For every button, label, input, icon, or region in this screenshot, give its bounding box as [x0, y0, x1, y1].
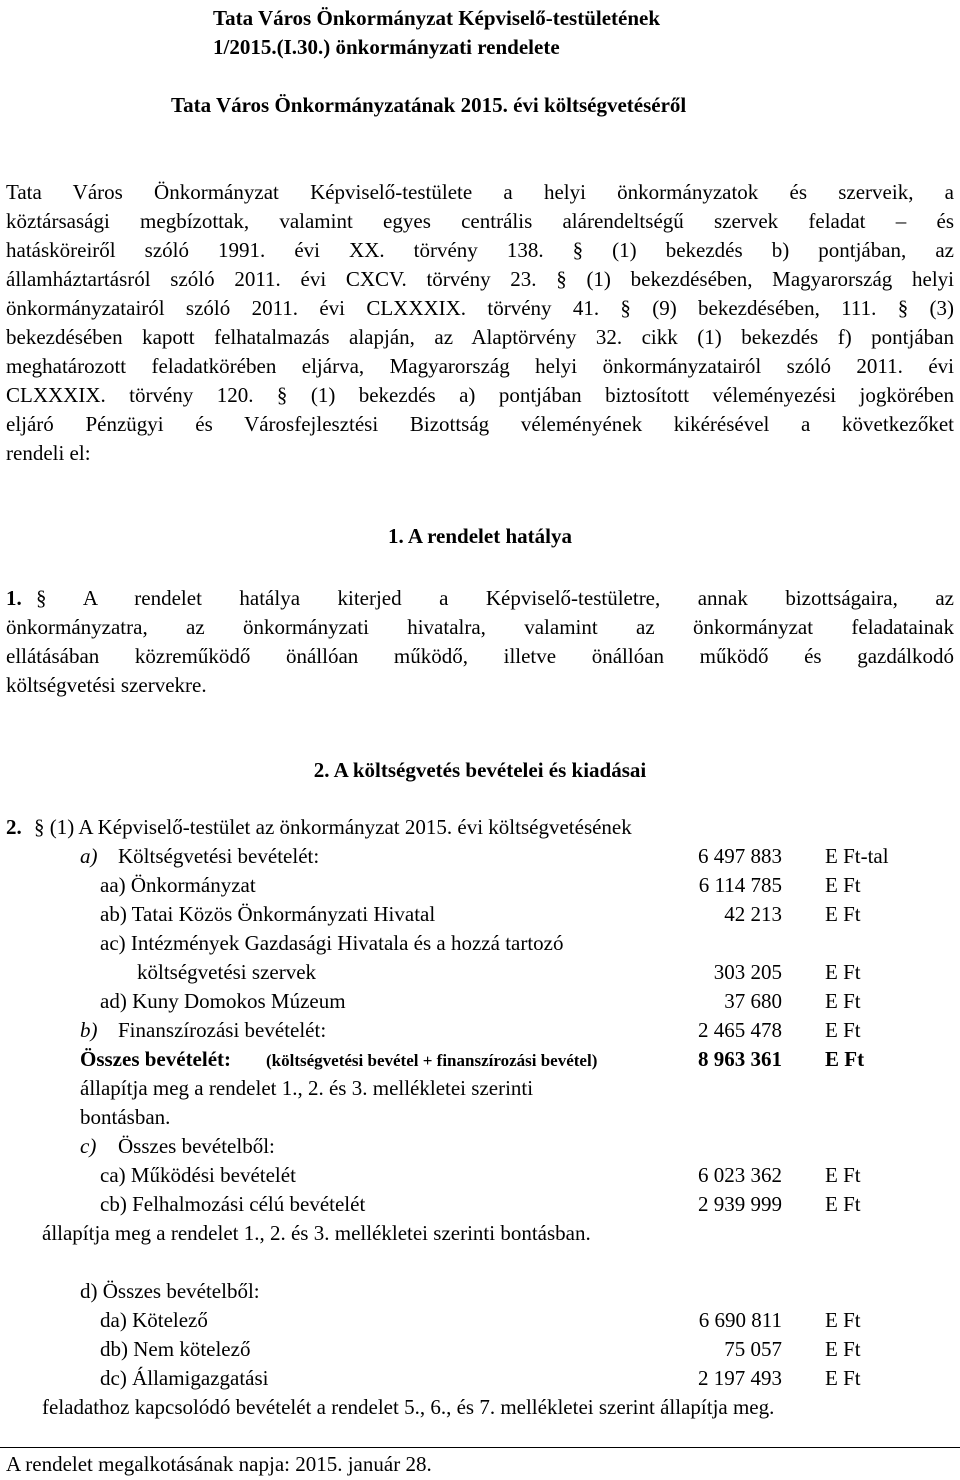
- item-db-amount: 75 057: [724, 1337, 782, 1361]
- item-b-text: Finanszírozási bevételét:: [118, 1018, 327, 1042]
- section-2-intro: § (1) A Képviselő-testület az önkormányzat 2015. évi költségvetésének: [34, 815, 632, 839]
- section-2-heading: 2. A költségvetés bevételei és kiadásai: [313, 758, 647, 782]
- preamble-line: bekezdésében kapott felhatalmazás alapján, az Alaptörvény 32. cikk (1) bekezdés f) pontjában: [6, 325, 954, 349]
- item-ad-amount: 37 680: [724, 989, 782, 1013]
- item-c-text: Összes bevételből:: [118, 1134, 275, 1158]
- item-da-amount: 6 690 811: [698, 1308, 782, 1332]
- footer-divider: [0, 1447, 960, 1448]
- item-cb-unit: E Ft: [825, 1192, 861, 1216]
- item-ca-amount: 6 023 362: [698, 1163, 782, 1187]
- footer-date: A rendelet megalkotásának napja: 2015. január 28.: [6, 1452, 432, 1476]
- closing-line: feladathoz kapcsolódó bevételét a rendelet 5., 6., és 7. mellékletei szerint állapítja meg.: [42, 1395, 775, 1419]
- section-1-line: ellátásában közreműködő önállóan működő, illetve önállóan működő és gazdálkodó: [6, 644, 954, 668]
- item-db-label: db) Nem kötelező: [100, 1337, 251, 1361]
- item-b-amount: 2 465 478: [698, 1018, 782, 1042]
- section-1-line: önkormányzatra, az önkormányzati hivatalra, valamint az önkormányzat feladatainak: [6, 615, 954, 639]
- item-aa-label: aa) Önkormányzat: [100, 873, 256, 897]
- item-db-unit: E Ft: [825, 1337, 861, 1361]
- item-ac-amount: 303 205: [713, 960, 782, 984]
- item-aa-amount: 6 114 785: [698, 873, 782, 897]
- item-a-unit: E Ft-tal: [825, 844, 889, 868]
- total-unit: E Ft: [825, 1047, 865, 1071]
- item-ca-label: ca) Működési bevételét: [100, 1163, 296, 1187]
- item-c-label: c): [80, 1134, 97, 1158]
- approve-line-1: állapítja meg a rendelet 1., 2. és 3. mellékletei szerinti: [80, 1076, 534, 1100]
- preamble-last-line: rendeli el:: [6, 441, 91, 465]
- item-b-unit: E Ft: [825, 1018, 861, 1042]
- item-cb-amount: 2 939 999: [698, 1192, 782, 1216]
- item-dc-amount: 2 197 493: [698, 1366, 782, 1390]
- item-dc-unit: E Ft: [825, 1366, 861, 1390]
- preamble-line: köztársasági megbízottak, valamint egyes centrális alárendeltségű szervek feladat – és: [6, 209, 954, 233]
- paragraph-number: 2.: [6, 815, 22, 839]
- section-1-last-line: költségvetési szervekre.: [6, 673, 207, 697]
- total-amount: 8 963 361: [698, 1047, 782, 1071]
- item-da-unit: E Ft: [825, 1308, 861, 1332]
- preamble-line: államháztartásról szóló 2011. évi CXCV. törvény 23. § (1) bekezdésében, Magyarország helyi: [6, 267, 954, 291]
- item-ab-label: ab) Tatai Közös Önkormányzati Hivatal: [100, 902, 436, 926]
- section-1-line: § A rendelet hatálya kiterjed a Képviselő-testületre, annak bizottságaira, az: [36, 586, 954, 610]
- total-note: (költségvetési bevétel + finanszírozási bevétel): [266, 1051, 598, 1070]
- section-1-heading: 1. A rendelet hatálya: [388, 524, 572, 548]
- item-b-label: b): [80, 1018, 98, 1042]
- approve-line-2: bontásban.: [80, 1105, 171, 1129]
- preamble-line: Tata Város Önkormányzat Képviselő-testülete a helyi önkormányzatok és szerveik, a: [6, 180, 954, 204]
- item-dc-label: dc) Államigazgatási: [100, 1366, 269, 1390]
- item-a-amount: 6 497 883: [698, 844, 782, 868]
- preamble-line: hatásköreiről szóló 1991. évi XX. törvény 138. § (1) bekezdés b) pontjában, az: [6, 238, 954, 262]
- preamble-line: önkormányzatairól szóló 2011. évi CLXXXIX. törvény 41. § (9) bekezdésében, 111. § (3): [6, 296, 954, 320]
- document-title-line-1: Tata Város Önkormányzat Képviselő-testületének: [213, 6, 661, 30]
- item-ac-label-line-1: ac) Intézmények Gazdasági Hivatala és a hozzá tartozó: [100, 931, 564, 955]
- item-d-text: d) Összes bevételből:: [80, 1279, 260, 1303]
- item-da-label: da) Kötelező: [100, 1308, 208, 1332]
- paragraph-number: 1.: [6, 586, 22, 610]
- item-ac-unit: E Ft: [825, 960, 861, 984]
- approve-c-line: állapítja meg a rendelet 1., 2. és 3. mellékletei szerinti bontásban.: [42, 1221, 591, 1245]
- total-label: Összes bevételét:: [80, 1047, 232, 1071]
- preamble-line: CLXXXIX. törvény 120. § (1) bekezdés a) pontjában biztosított véleményezési jogkörében: [6, 383, 954, 407]
- preamble-line: meghatározott feladatkörében eljárva, Magyarország helyi önkormányzatairól szóló 2011. évi: [6, 354, 954, 378]
- item-ad-unit: E Ft: [825, 989, 861, 1013]
- item-a-label: a): [80, 844, 98, 868]
- item-cb-label: cb) Felhalmozási célú bevételét: [100, 1192, 366, 1216]
- item-a-text: Költségvetési bevételét:: [118, 844, 320, 868]
- item-ad-label: ad) Kuny Domokos Múzeum: [100, 989, 346, 1013]
- preamble-line: eljáró Pénzügyi és Városfejlesztési Bizottság véleményének kikérésével a következőket: [6, 412, 954, 436]
- item-ab-unit: E Ft: [825, 902, 861, 926]
- document-subtitle: Tata Város Önkormányzatának 2015. évi költségvetéséről: [171, 93, 687, 117]
- item-ca-unit: E Ft: [825, 1163, 861, 1187]
- item-ab-amount: 42 213: [724, 902, 782, 926]
- item-ac-label-line-2: költségvetési szervek: [137, 960, 317, 984]
- document-title-line-2: 1/2015.(I.30.) önkormányzati rendelete: [213, 35, 560, 59]
- item-aa-unit: E Ft: [825, 873, 861, 897]
